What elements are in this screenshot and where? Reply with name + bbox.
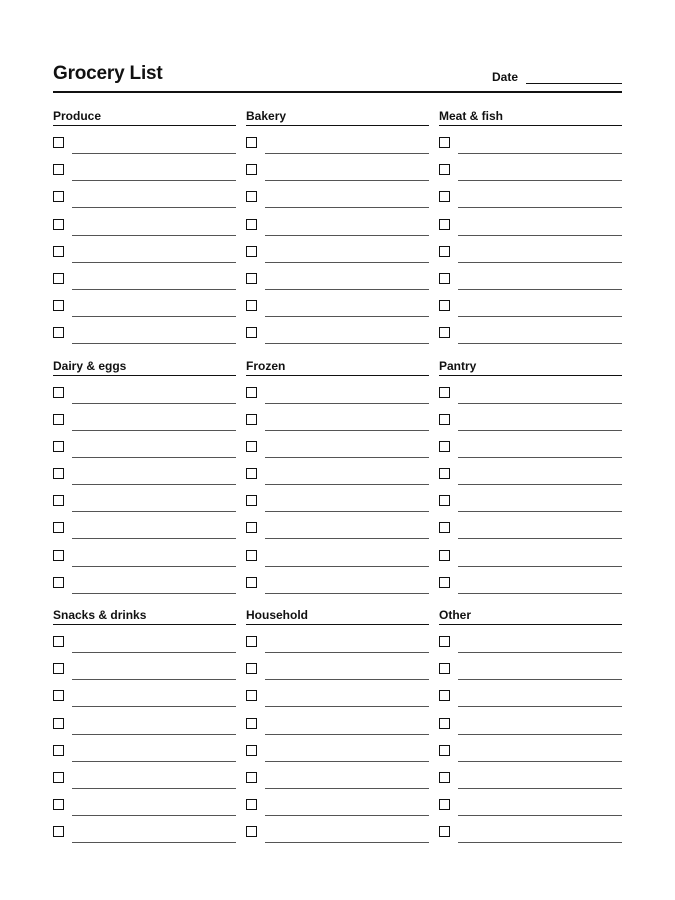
list-item <box>53 289 236 316</box>
item-checkbox[interactable] <box>439 772 450 783</box>
item-checkbox[interactable] <box>439 745 450 756</box>
list-item <box>53 761 236 788</box>
list-item <box>53 430 236 457</box>
item-checkbox[interactable] <box>439 327 450 338</box>
item-checkbox[interactable] <box>246 246 257 257</box>
list-item <box>53 180 236 207</box>
list-item <box>439 484 622 511</box>
item-checkbox[interactable] <box>53 468 64 479</box>
list-item <box>53 815 236 842</box>
list-item <box>439 734 622 761</box>
category-section <box>439 607 622 857</box>
category-title: Household <box>246 607 429 625</box>
list-item <box>53 403 236 430</box>
item-checkbox[interactable] <box>246 191 257 202</box>
item-checkbox[interactable] <box>246 273 257 284</box>
item-checkbox[interactable] <box>246 522 257 533</box>
item-write-line[interactable] <box>265 593 429 594</box>
list-item <box>439 153 622 180</box>
item-checkbox[interactable] <box>53 164 64 175</box>
category-section <box>53 358 236 608</box>
item-checkbox[interactable] <box>246 219 257 230</box>
category-title: Other <box>439 607 622 625</box>
list-item <box>439 430 622 457</box>
item-checkbox[interactable] <box>53 577 64 588</box>
item-list <box>439 625 622 843</box>
list-item <box>439 262 622 289</box>
list-item <box>53 484 236 511</box>
grocery-list-page <box>53 0 622 900</box>
list-item <box>439 126 622 153</box>
list-item <box>53 235 236 262</box>
item-checkbox[interactable] <box>53 495 64 506</box>
item-checkbox[interactable] <box>53 137 64 148</box>
item-checkbox[interactable] <box>53 191 64 202</box>
list-item <box>439 761 622 788</box>
item-checkbox[interactable] <box>246 441 257 452</box>
list-item <box>439 539 622 566</box>
item-checkbox[interactable] <box>439 663 450 674</box>
list-item <box>439 625 622 652</box>
list-item <box>439 403 622 430</box>
category-section <box>246 607 429 857</box>
item-checkbox[interactable] <box>439 690 450 701</box>
list-item <box>53 539 236 566</box>
list-item <box>246 539 429 566</box>
item-checkbox[interactable] <box>439 441 450 452</box>
item-checkbox[interactable] <box>53 690 64 701</box>
list-item <box>246 815 429 842</box>
item-checkbox[interactable] <box>53 745 64 756</box>
category-title: Dairy & eggs <box>53 358 236 376</box>
list-item <box>439 235 622 262</box>
item-checkbox[interactable] <box>439 636 450 647</box>
list-item <box>439 566 622 593</box>
item-checkbox[interactable] <box>439 718 450 729</box>
item-checkbox[interactable] <box>246 300 257 311</box>
list-item <box>246 734 429 761</box>
list-item <box>246 235 429 262</box>
item-checkbox[interactable] <box>53 522 64 533</box>
list-header <box>53 60 622 93</box>
item-checkbox[interactable] <box>439 799 450 810</box>
item-checkbox[interactable] <box>246 468 257 479</box>
item-checkbox[interactable] <box>439 219 450 230</box>
item-checkbox[interactable] <box>53 387 64 398</box>
item-list <box>53 625 236 843</box>
list-item <box>53 707 236 734</box>
list-item <box>246 761 429 788</box>
item-checkbox[interactable] <box>53 273 64 284</box>
item-checkbox[interactable] <box>53 663 64 674</box>
list-item <box>439 707 622 734</box>
category-section <box>53 607 236 857</box>
item-checkbox[interactable] <box>53 636 64 647</box>
list-item <box>439 289 622 316</box>
list-item <box>439 788 622 815</box>
list-item <box>246 403 429 430</box>
category-title: Produce <box>53 108 236 126</box>
item-checkbox[interactable] <box>439 273 450 284</box>
item-checkbox[interactable] <box>246 414 257 425</box>
item-checkbox[interactable] <box>439 246 450 257</box>
item-list <box>439 376 622 594</box>
category-section <box>246 358 429 608</box>
list-item <box>246 788 429 815</box>
item-checkbox[interactable] <box>439 300 450 311</box>
item-checkbox[interactable] <box>246 826 257 837</box>
item-checkbox[interactable] <box>246 577 257 588</box>
category-title: Bakery <box>246 108 429 126</box>
item-checkbox[interactable] <box>53 718 64 729</box>
item-checkbox[interactable] <box>246 690 257 701</box>
page-title: Grocery List <box>53 63 163 84</box>
list-item <box>439 815 622 842</box>
item-checkbox[interactable] <box>53 327 64 338</box>
list-item <box>439 457 622 484</box>
item-list <box>439 126 622 344</box>
category-title: Meat & fish <box>439 108 622 126</box>
item-checkbox[interactable] <box>439 826 450 837</box>
item-checkbox[interactable] <box>246 718 257 729</box>
item-write-line[interactable] <box>72 593 236 594</box>
item-checkbox[interactable] <box>53 414 64 425</box>
list-item <box>246 180 429 207</box>
item-checkbox[interactable] <box>439 522 450 533</box>
date-label: Date <box>491 70 518 84</box>
item-checkbox[interactable] <box>246 772 257 783</box>
list-item <box>439 652 622 679</box>
item-checkbox[interactable] <box>439 387 450 398</box>
list-item <box>246 208 429 235</box>
list-item <box>246 262 429 289</box>
list-item <box>246 679 429 706</box>
item-checkbox[interactable] <box>53 772 64 783</box>
list-item <box>246 289 429 316</box>
category-title: Snacks & drinks <box>53 607 236 625</box>
item-write-line[interactable] <box>265 842 429 843</box>
item-write-line[interactable] <box>265 343 429 344</box>
item-checkbox[interactable] <box>53 300 64 311</box>
list-item <box>439 208 622 235</box>
list-item <box>246 316 429 343</box>
list-item <box>439 511 622 538</box>
list-item <box>246 566 429 593</box>
item-checkbox[interactable] <box>439 495 450 506</box>
list-item <box>53 679 236 706</box>
item-list <box>53 126 236 344</box>
item-checkbox[interactable] <box>439 550 450 561</box>
item-checkbox[interactable] <box>53 550 64 561</box>
list-item <box>246 430 429 457</box>
list-item <box>53 208 236 235</box>
list-item <box>246 484 429 511</box>
item-list <box>246 625 429 843</box>
item-list <box>246 126 429 344</box>
category-title: Pantry <box>439 358 622 376</box>
item-checkbox[interactable] <box>246 327 257 338</box>
list-item <box>439 180 622 207</box>
item-checkbox[interactable] <box>439 164 450 175</box>
list-item <box>439 679 622 706</box>
list-item <box>53 376 236 403</box>
category-section <box>439 108 622 358</box>
list-item <box>53 126 236 153</box>
list-item <box>246 376 429 403</box>
item-checkbox[interactable] <box>246 550 257 561</box>
item-checkbox[interactable] <box>53 799 64 810</box>
list-item <box>439 376 622 403</box>
item-checkbox[interactable] <box>439 414 450 425</box>
list-item <box>53 625 236 652</box>
item-checkbox[interactable] <box>53 826 64 837</box>
item-checkbox[interactable] <box>439 137 450 148</box>
list-item <box>246 153 429 180</box>
item-checkbox[interactable] <box>246 745 257 756</box>
list-item <box>53 457 236 484</box>
item-write-line[interactable] <box>72 343 236 344</box>
item-write-line[interactable] <box>458 593 622 594</box>
item-checkbox[interactable] <box>246 164 257 175</box>
list-item <box>246 707 429 734</box>
item-write-line[interactable] <box>458 343 622 344</box>
list-item <box>439 316 622 343</box>
item-list <box>246 376 429 594</box>
list-item <box>246 625 429 652</box>
category-section <box>53 108 236 358</box>
list-item <box>53 316 236 343</box>
category-grid <box>53 108 622 857</box>
list-item <box>53 652 236 679</box>
item-checkbox[interactable] <box>246 137 257 148</box>
list-item <box>53 511 236 538</box>
list-item <box>53 734 236 761</box>
item-write-line[interactable] <box>72 842 236 843</box>
item-checkbox[interactable] <box>53 219 64 230</box>
item-checkbox[interactable] <box>439 577 450 588</box>
list-item <box>246 126 429 153</box>
item-checkbox[interactable] <box>246 799 257 810</box>
date-field-group <box>492 68 622 84</box>
item-checkbox[interactable] <box>439 468 450 479</box>
category-section <box>246 108 429 358</box>
item-checkbox[interactable] <box>53 246 64 257</box>
item-checkbox[interactable] <box>53 441 64 452</box>
item-checkbox[interactable] <box>246 636 257 647</box>
item-checkbox[interactable] <box>439 191 450 202</box>
list-item <box>53 788 236 815</box>
list-item <box>246 457 429 484</box>
list-item <box>53 153 236 180</box>
category-title: Frozen <box>246 358 429 376</box>
list-item <box>53 566 236 593</box>
item-write-line[interactable] <box>458 842 622 843</box>
item-list <box>53 376 236 594</box>
list-item <box>53 262 236 289</box>
item-checkbox[interactable] <box>246 663 257 674</box>
list-item <box>246 511 429 538</box>
item-checkbox[interactable] <box>246 387 257 398</box>
item-checkbox[interactable] <box>246 495 257 506</box>
list-item <box>246 652 429 679</box>
category-section <box>439 358 622 608</box>
date-field[interactable] <box>526 70 622 84</box>
